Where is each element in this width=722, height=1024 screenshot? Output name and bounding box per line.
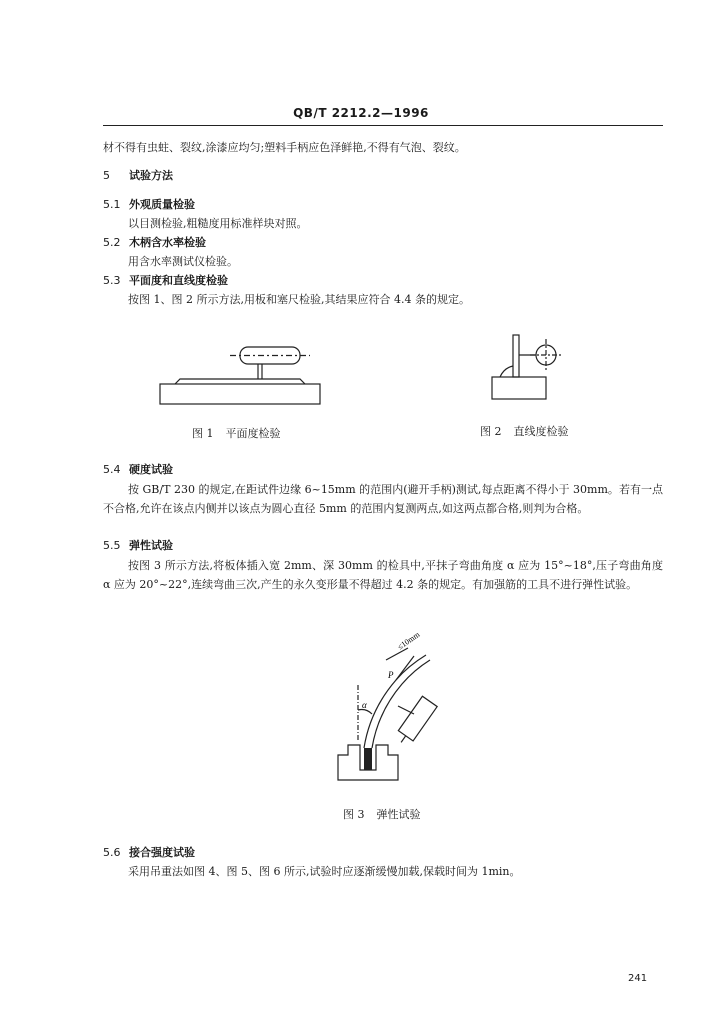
figure-1-title: 平面度检验 xyxy=(225,427,281,440)
section-5-6-number: 5.6 xyxy=(103,846,121,859)
section-5-2-body: 用含水率测试仪检验。 xyxy=(128,255,238,268)
figure-3-alpha-label: α xyxy=(362,700,367,710)
section-5-5-title: 弹性试验 xyxy=(129,539,173,552)
section-5-3-number: 5.3 xyxy=(103,274,121,287)
figure-3-title: 弹性试验 xyxy=(376,808,421,821)
section-5-number: 5 xyxy=(103,169,110,182)
intro-line: 材不得有虫蛀、裂纹,涂漆应均匀;塑料手柄应色泽鲜艳,不得有气泡、裂纹。 xyxy=(103,141,466,154)
figure-3-caption xyxy=(343,806,433,822)
figure-2-number: 图 2 xyxy=(480,425,502,438)
section-5-3-body: 按图 1、图 2 所示方法,用板和塞尺检验,其结果应符合 4.4 条的规定。 xyxy=(128,293,470,306)
section-5-5-body: 按图 3 所示方法,将板体插入宽 2mm、深 30mm 的检具中,平抹子弯曲角度 α 应为 15°~18°,压子弯曲角度 α 应为 20°~22°,连续弯曲三次,产生的永久变形量不得超过 4.2 条的规定。有加强筋的工具不进行弹性试验。 xyxy=(103,559,663,591)
figure-3-number: 图 3 xyxy=(343,808,365,821)
figure-1-diagram xyxy=(150,340,330,410)
section-5-title: 试验方法 xyxy=(129,169,173,182)
section-5-3-title: 平面度和直线度检验 xyxy=(129,274,228,287)
section-5-6-heading xyxy=(103,845,195,861)
section-5-2-title: 木柄含水率检验 xyxy=(129,236,206,249)
figure-1-caption xyxy=(192,425,293,441)
section-5-4-heading xyxy=(103,462,173,478)
header-rule xyxy=(103,125,663,126)
section-5-1-heading xyxy=(103,197,195,213)
figure-1-number: 图 1 xyxy=(192,427,214,440)
figure-2-caption xyxy=(480,423,581,439)
section-5-1-number: 5.1 xyxy=(103,198,121,211)
figure-2-diagram xyxy=(480,330,580,405)
figure-3-dimension-label: ≤10mm xyxy=(395,629,422,652)
page-number: 241 xyxy=(628,973,648,984)
section-5-6-title: 接合强度试验 xyxy=(129,846,195,859)
section-5-6-body: 采用吊重法如图 4、图 5、图 6 所示,试验时应逐渐缓慢加载,保载时间为 1min。 xyxy=(128,865,521,878)
figure-3-diagram xyxy=(330,630,460,790)
section-5-4-body: 按 GB/T 230 的规定,在距试件边缘 6~15mm 的范围内(避开手柄)测试,每点距离不得小于 30mm。若有一点不合格,允许在该点内侧并以该点为圆心直径 5mm 的范围内复测两点,如这两点都合格,则判为合格。 xyxy=(103,483,663,515)
document-header: QB/T 2212.2—1996 xyxy=(293,106,429,120)
section-5-2-heading xyxy=(103,235,206,251)
figure-2-title: 直线度检验 xyxy=(513,425,569,438)
section-5-4-number: 5.4 xyxy=(103,463,121,476)
section-5-heading xyxy=(103,168,173,184)
section-5-2-number: 5.2 xyxy=(103,236,121,249)
section-5-5-heading xyxy=(103,538,173,554)
section-5-5-number: 5.5 xyxy=(103,539,121,552)
section-5-3-heading xyxy=(103,273,228,289)
figure-3-force-label: P xyxy=(388,670,394,680)
section-5-1-title: 外观质量检验 xyxy=(129,198,195,211)
section-5-1-body: 以目测检验,粗糙度用标准样块对照。 xyxy=(128,217,308,230)
section-5-4-title: 硬度试验 xyxy=(129,463,173,476)
